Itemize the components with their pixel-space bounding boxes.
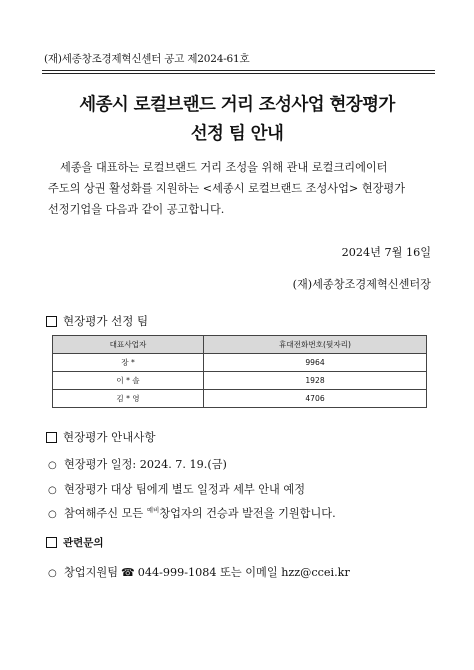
table-row [53,354,427,372]
contact-details: 044-999-1084 또는 이메일 hzz@ccei.kr [137,566,350,579]
intro-paragraph [48,157,432,220]
table-row [53,390,427,408]
list-item-text: 현장평가 대상 팀에게 별도 일정과 세부 안내 예정 [64,483,306,496]
cell-representative: 장 * [53,354,204,372]
section-title: 현장평가 선정 팀 [63,314,149,328]
column-header-representative: 대표사업자 [53,336,204,354]
cell-phone: 4706 [204,390,427,408]
cell-representative: 김 * 영 [53,390,204,408]
section-title: 현장평가 안내사항 [63,430,156,444]
header-rule-thick [42,70,435,71]
list-item [48,456,227,472]
contact-line [48,564,350,580]
cell-representative: 이 * 솔 [53,372,204,390]
issuing-organization: (재)세종창조경제혁신센터장 [292,278,431,291]
column-header-phone: 휴대전화번호(뒷자리) [204,336,427,354]
circle-bullet-icon: ○ [48,485,57,496]
square-bullet-icon [46,432,57,443]
square-bullet-icon [46,316,57,327]
contact-team: 창업지원팀 [64,566,119,579]
list-item-text: 현장평가 일정: 2024. 7. 19.(금) [64,458,227,471]
section-heading-contact [46,535,104,550]
superscript-note: 예비 [146,506,160,514]
circle-bullet-icon: ○ [48,460,57,471]
list-item-text-suffix: 창업자의 건승과 발전을 기원합니다. [159,507,336,520]
notice-number: (재)세종창조경제혁신센터 공고 제2024-61호 [44,53,250,65]
document-title-line1: 세종시 로컬브랜드 거리 조성사업 현장평가 [79,95,395,115]
section-title: 관련문의 [63,537,104,549]
header-rule-thin [42,73,435,74]
square-bullet-icon [46,537,57,548]
cell-phone: 9964 [204,354,427,372]
section-heading-evaluation-info [46,429,156,445]
phone-icon: ☎ [121,566,135,579]
intro-line-1: 세종을 대표하는 로컬브랜드 거리 조성을 위해 관내 로컬크리에이터 [60,161,388,174]
list-item [48,481,305,497]
selected-teams-table [52,335,427,408]
intro-line-3: 선정기업을 다음과 같이 공고합니다. [48,203,225,216]
list-item-text-prefix: 참여해주신 모든 [64,507,147,520]
intro-line-2: 주도의 상권 활성화를 지원하는 <세종시 로컬브랜드 조성사업> 현장평가 [48,182,406,195]
table-header-row [53,336,427,354]
announcement-date: 2024년 7월 16일 [341,246,431,259]
section-heading-selected-teams [46,313,148,329]
list-item [48,505,336,521]
table-row [53,372,427,390]
cell-phone: 1928 [204,372,427,390]
document-title-line2: 선정 팀 안내 [190,124,284,144]
circle-bullet-icon: ○ [48,509,57,520]
circle-bullet-icon: ○ [48,568,57,579]
